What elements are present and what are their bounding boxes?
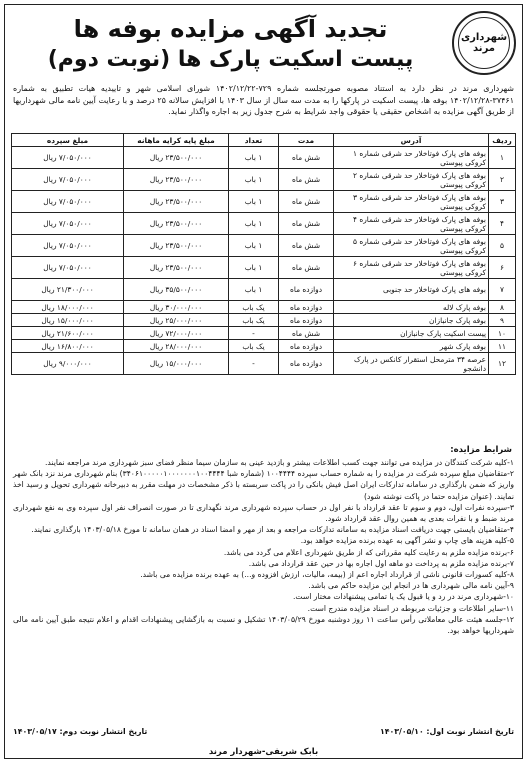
- logo-inner: [458, 17, 510, 69]
- table-row: [12, 353, 516, 375]
- header-duration: مدت: [279, 134, 334, 147]
- logo-line2: مرند: [473, 43, 495, 54]
- cell-duration: دوازده ماه: [279, 353, 334, 375]
- cell-deposit: ۱۸/۰۰۰/۰۰۰ ریال: [12, 301, 124, 314]
- table-row: [12, 213, 516, 235]
- table-row: [12, 327, 516, 340]
- cell-count: ۱ باب: [229, 235, 279, 257]
- cell-duration: شش ماه: [279, 213, 334, 235]
- cell-address: بوفه های پارک فوتاخلار حد جنوبی: [334, 279, 489, 301]
- condition-item: ۱۱-سایر اطلاعات و جزئیات مربوطه در اسناد مزایده مندرج است.: [307, 603, 514, 613]
- table-row: [12, 340, 516, 353]
- title-line2: پیست اسکیت پارک ها (نوبت دوم): [47, 47, 414, 72]
- table-body: [12, 147, 516, 375]
- cell-row-number: ۳: [489, 191, 516, 213]
- condition-item: ۶-برنده مزایده ملزم به رعایت کلیه مقرراتی که از طریق شهرداری اعلام می گردد می باشد.: [223, 547, 514, 557]
- conditions-list: [13, 457, 514, 636]
- cell-monthly-rent: ۳۵/۵۰۰/۰۰۰ ریال: [124, 279, 229, 301]
- municipality-logo: [452, 11, 516, 75]
- cell-row-number: ۱۱: [489, 340, 516, 353]
- second-publication-date: تاریخ انتشار نوبت دوم: ۱۴۰۳/۰۵/۱۷: [13, 727, 148, 736]
- cell-count: ۱ باب: [229, 257, 279, 279]
- cell-address: بوفه پارک جانبازان: [334, 314, 489, 327]
- cell-count: ۱ باب: [229, 279, 279, 301]
- cell-deposit: ۷/۰۵۰/۰۰۰ ریال: [12, 213, 124, 235]
- header-count: تعداد: [229, 134, 279, 147]
- cell-duration: دوازده ماه: [279, 301, 334, 314]
- cell-duration: شش ماه: [279, 257, 334, 279]
- cell-count: ۱ باب: [229, 169, 279, 191]
- cell-duration: دوازده ماه: [279, 279, 334, 301]
- cell-deposit: ۲۱/۶۰۰/۰۰۰ ریال: [12, 327, 124, 340]
- cell-monthly-rent: ۳۰/۰۰۰/۰۰۰ ریال: [124, 301, 229, 314]
- first-publication-date: تاریخ انتشار نوبت اول: ۱۴۰۳/۰۵/۱۰: [379, 727, 514, 736]
- table-row: [12, 235, 516, 257]
- table-row: [12, 314, 516, 327]
- header-address: آدرس: [334, 134, 489, 147]
- cell-deposit: ۱۶/۸۰۰/۰۰۰ ریال: [12, 340, 124, 353]
- cell-monthly-rent: ۲۳/۵۰۰/۰۰۰ ریال: [124, 169, 229, 191]
- cell-count: -: [229, 353, 279, 375]
- cell-address: بوفه پارک لاله: [334, 301, 489, 314]
- cell-address: پیست اسکیت پارک جانبازان: [334, 327, 489, 340]
- table-header-row: [12, 134, 516, 147]
- cell-duration: دوازده ماه: [279, 314, 334, 327]
- header-monthly-rent: مبلغ پایه کرایه ماهانه: [124, 134, 229, 147]
- condition-item: ۸-کلیه کسورات قانونی ناشی از قرارداد اجاره اعم از (بیمه، مالیات، ارزش افزوده و...) به عهده برنده مزایده می باشد.: [140, 570, 514, 580]
- cell-duration: دوازده ماه: [279, 340, 334, 353]
- ad-page: [4, 4, 523, 759]
- cell-address: بوفه های پارک فوتاخلار حد شرقی شماره ۵ کروکی پیوستی: [334, 235, 489, 257]
- cell-address: عرصه ۳۴ مترمحل استقرار کانکس در پارک دانشجو: [334, 353, 489, 375]
- publication-dates: [13, 727, 514, 736]
- cell-count: ۱ باب: [229, 213, 279, 235]
- cell-deposit: ۲۱/۳۰۰/۰۰۰ ریال: [12, 279, 124, 301]
- table-row: [12, 301, 516, 314]
- cell-deposit: ۷/۰۵۰/۰۰۰ ریال: [12, 191, 124, 213]
- cell-row-number: ۷: [489, 279, 516, 301]
- cell-deposit: ۷/۰۵۰/۰۰۰ ریال: [12, 257, 124, 279]
- cell-row-number: ۱۰: [489, 327, 516, 340]
- condition-item: ۱۰-شهرداری مرند در رد و یا قبول یک یا تمامی پیشنهادات مختار است.: [292, 592, 514, 602]
- cell-row-number: ۶: [489, 257, 516, 279]
- condition-item: ۴-متقاضیان بایستی جهت دریافت اسناد مزایده به سامانه تدارکات مراجعه و بعد از مهر و امضا اسناد در همان سامانه تا مورخ ۱۴۰۳/۰۵/۱۸ بارگذاری نمایند.: [31, 525, 514, 535]
- cell-monthly-rent: ۲۸/۰۰۰/۰۰۰ ریال: [124, 340, 229, 353]
- cell-deposit: ۷/۰۵۰/۰۰۰ ریال: [12, 147, 124, 169]
- cell-row-number: ۹: [489, 314, 516, 327]
- auction-table: [11, 133, 516, 375]
- cell-address: بوفه های پارک فوتاخلار حد شرقی شماره ۱ کروکی پیوستی: [334, 147, 489, 169]
- table-row: [12, 169, 516, 191]
- signature: بابک شریفی-شهردار مرند: [208, 747, 319, 757]
- cell-duration: شش ماه: [279, 147, 334, 169]
- cell-duration: شش ماه: [279, 327, 334, 340]
- cell-count: ۱ باب: [229, 191, 279, 213]
- conditions-title: شرایط مزایده:: [450, 445, 512, 455]
- condition-item: ۱۲-جلسه هیئت عالی معاملاتی رأس ساعت ۱۱ روز دوشنبه مورخ ۱۴۰۳/۰۵/۲۹ تشکیل و نسبت به بازگشایی پیشنهادات اقدام و اعلام نتیجه طبق آیین نامه مالی شهرداریها خواهد بود.: [13, 614, 514, 636]
- cell-count: -: [229, 327, 279, 340]
- cell-row-number: ۴: [489, 213, 516, 235]
- cell-count: ۱ باب: [229, 147, 279, 169]
- cell-monthly-rent: ۲۳/۵۰۰/۰۰۰ ریال: [124, 213, 229, 235]
- cell-address: بوفه های پارک فوتاخلار حد شرقی شماره ۶ کروکی پیوستی: [334, 257, 489, 279]
- cell-monthly-rent: ۲۳/۵۰۰/۰۰۰ ریال: [124, 257, 229, 279]
- condition-item: ۷-برنده مزایده ملزم به پرداخت دو ماهه اول اجاره بها در حین عقد قرارداد می باشد.: [248, 558, 514, 568]
- table-row: [12, 257, 516, 279]
- cell-duration: شش ماه: [279, 169, 334, 191]
- cell-duration: شش ماه: [279, 235, 334, 257]
- cell-count: یک باب: [229, 340, 279, 353]
- cell-row-number: ۵: [489, 235, 516, 257]
- cell-count: یک باب: [229, 314, 279, 327]
- cell-monthly-rent: ۲۳/۵۰۰/۰۰۰ ریال: [124, 235, 229, 257]
- cell-row-number: ۱: [489, 147, 516, 169]
- cell-monthly-rent: ۲۳/۵۰۰/۰۰۰ ریال: [124, 191, 229, 213]
- condition-item: ۳-سپرده نفرات اول، دوم و سوم تا عقد قرارداد با نفر اول در حساب سپرده شهرداری مرند نگهداری تا در صورت انصراف نفر اول سپرده وی به نفع شهرداری مرند ضبط و با نفرات بعدی به همین روال عقد قرارداد شود.: [13, 502, 514, 524]
- cell-deposit: ۹/۰۰۰/۰۰۰ ریال: [12, 353, 124, 375]
- cell-row-number: ۲: [489, 169, 516, 191]
- cell-duration: شش ماه: [279, 191, 334, 213]
- logo-line1: شهرداری: [460, 32, 508, 43]
- header-deposit: مبلغ سپرده: [12, 134, 124, 147]
- intro-paragraph: شهرداری مرند در نظر دارد به استناد مصوبه صورتجلسه شماره ۷۲۹-۱۴۰۲/۱۲/۲۲ شورای اسلامی شهر و تاییدیه هیات تطبیق به شماره ۳۷۴۶۱-۱۴۰۲/۱۲/۲۸ بوفه ها، پیست اسکیت در پارکها را به مدت سه سال از سال ۱۴۰۳ با افزایش سالانه ۲۵ درصد و با رعایت آیین نامه مالی شهرداریها از طریق آگهی مزایده به اشخاص حقیقی یا حقوقی واجد شرایط به شرح جدول زیر به اجاره واگذار نماید.: [13, 84, 515, 116]
- cell-monthly-rent: ۲۵/۰۰۰/۰۰۰ ریال: [124, 314, 229, 327]
- cell-deposit: ۷/۰۵۰/۰۰۰ ریال: [12, 235, 124, 257]
- cell-monthly-rent: ۷۲/۰۰۰/۰۰۰ ریال: [124, 327, 229, 340]
- cell-deposit: ۱۵/۰۰۰/۰۰۰ ریال: [12, 314, 124, 327]
- table-row: [12, 191, 516, 213]
- cell-row-number: ۱۲: [489, 353, 516, 375]
- cell-count: یک باب: [229, 301, 279, 314]
- cell-deposit: ۷/۰۵۰/۰۰۰ ریال: [12, 169, 124, 191]
- condition-item: ۹-آیین نامه مالی شهرداری ها در انجام این مزایده حاکم می باشد.: [308, 581, 514, 591]
- title-line1: تجدید آگهی مزایده بوفه ها: [73, 15, 388, 43]
- cell-address: بوفه پارک شهر: [334, 340, 489, 353]
- cell-address: بوفه های پارک فوتاخلار حد شرقی شماره ۴ کروکی پیوستی: [334, 213, 489, 235]
- cell-row-number: ۸: [489, 301, 516, 314]
- cell-address: بوفه های پارک فوتاخلار حد شرقی شماره ۳ کروکی پیوستی: [334, 191, 489, 213]
- table-row: [12, 147, 516, 169]
- cell-monthly-rent: ۱۵/۰۰۰/۰۰۰ ریال: [124, 353, 229, 375]
- cell-monthly-rent: ۲۳/۵۰۰/۰۰۰ ریال: [124, 147, 229, 169]
- ad-title: [19, 13, 442, 75]
- condition-item: ۱-کلیه شرکت کنندگان در مزایده می توانند جهت کسب اطلاعات بیشتر و بازدید عینی به سازمان سیما منظر فضای سبز شهرداری مرند مراجعه نمایند.: [45, 458, 514, 467]
- header-row-number: ردیف: [489, 134, 516, 147]
- cell-address: بوفه های پارک فوتاخلار حد شرقی شماره ۲ کروکی پیوستی: [334, 169, 489, 191]
- condition-item: ۲-متقاضیان مبلغ سپرده شرکت در مزایده را به شماره حساب سپرده ۱۰۰۴۴۴۴ (شماره شبا ۳۴۰۶۱۰۰۰۰۰۱۰۰۰۰۰۰۰۱۰۰۴۴۴۴) بنام شهرداری مرند نزد بانک شهر واریز که ضمن بارگذاری در سامانه تدارکات ایران اصل فیش بانکی را در پاکت سربسته با ذکر مشخصات در مهلت مقرر به دبیرخانه شهرداری تحویل و رسید اخذ نمایند. (عنوان مزایده حتما در پاکت نوشته شود): [13, 469, 515, 501]
- table-row: [12, 279, 516, 301]
- condition-item: ۵-کلیه هزینه های چاپ و نشر آگهی به عهده برنده مزایده خواهد بود.: [300, 536, 514, 546]
